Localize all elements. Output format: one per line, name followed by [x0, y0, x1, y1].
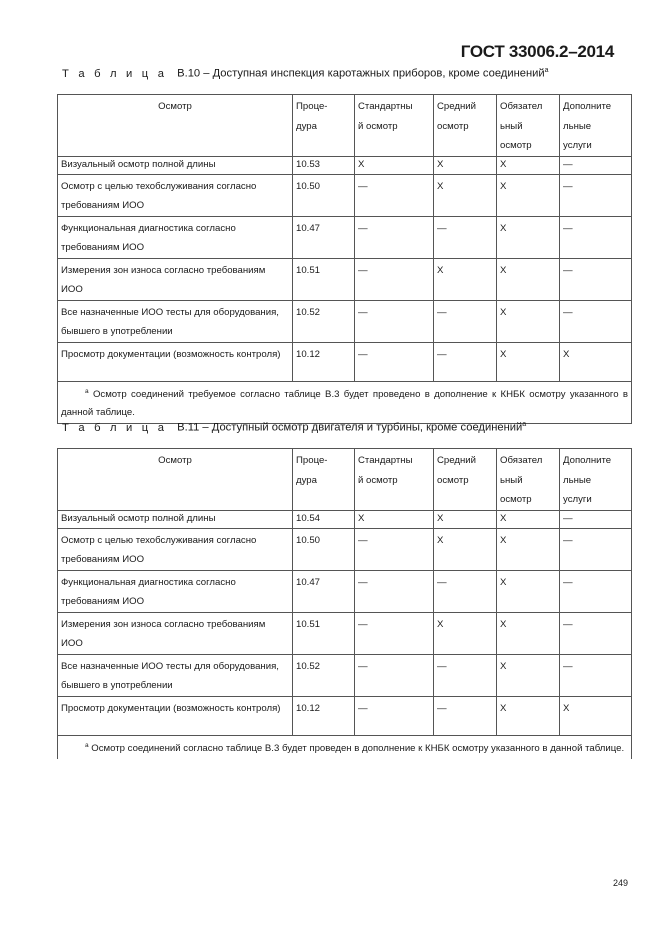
cell-procedure: 10.52: [293, 300, 355, 342]
col-header-inspection: Осмотр: [58, 449, 293, 511]
cell-additional: —: [560, 570, 632, 612]
cell-medium: X: [434, 156, 497, 174]
footnote-marker: a: [522, 421, 527, 428]
table-footnote-row: [58, 381, 632, 423]
table-title: В.11 – Доступный осмотр двигателя и турбины, кроме соединений: [177, 421, 523, 434]
cell-mandatory: X: [497, 570, 560, 612]
cell-procedure: 10.12: [293, 342, 355, 381]
cell-additional: —: [560, 528, 632, 570]
cell-procedure: 10.51: [293, 612, 355, 654]
table-footnote: $^a$ Осмотр соединений требуемое согласно таблице В.3 будет проведено в дополнение к КНБК осмотру указанного в данной таблице.: [58, 381, 632, 423]
cell-medium: X: [434, 174, 497, 216]
table-b11: [57, 448, 632, 759]
table-title: В.10 – Доступная инспекция каротажных приборов, кроме соединений: [177, 67, 545, 80]
cell-procedure: 10.47: [293, 570, 355, 612]
cell-standard: —: [355, 216, 434, 258]
col-header-mandatory: Обязател ьный осмотр: [497, 95, 560, 157]
cell-inspection: Функциональная диагностика согласно требованиям ИОО: [58, 216, 293, 258]
cell-mandatory: X: [497, 528, 560, 570]
cell-mandatory: X: [497, 696, 560, 735]
cell-mandatory: X: [497, 612, 560, 654]
cell-procedure: 10.47: [293, 216, 355, 258]
table-row: [58, 528, 632, 570]
table-row: [58, 216, 632, 258]
cell-standard: —: [355, 570, 434, 612]
cell-standard: —: [355, 342, 434, 381]
cell-procedure: 10.52: [293, 654, 355, 696]
cell-standard: —: [355, 258, 434, 300]
cell-mandatory: X: [497, 258, 560, 300]
cell-standard: X: [355, 510, 434, 528]
cell-procedure: 10.53: [293, 156, 355, 174]
table-row: [58, 258, 632, 300]
cell-mandatory: X: [497, 510, 560, 528]
col-header-inspection: Осмотр: [58, 95, 293, 157]
table-label: Т а б л и ц а: [62, 421, 168, 434]
cell-inspection: Просмотр документации (возможность контроля): [58, 696, 293, 735]
cell-mandatory: X: [497, 300, 560, 342]
cell-inspection: Измерения зон износа согласно требованиям ИОО: [58, 258, 293, 300]
cell-additional: X: [560, 342, 632, 381]
cell-medium: —: [434, 300, 497, 342]
table-b10: [57, 94, 632, 424]
col-header-medium: Средний осмотр: [434, 95, 497, 157]
cell-medium: X: [434, 510, 497, 528]
cell-additional: —: [560, 510, 632, 528]
table-header-row: [58, 449, 632, 511]
cell-inspection: Визуальный осмотр полной длины: [58, 156, 293, 174]
page-number: 249: [613, 878, 629, 888]
table-row: [58, 156, 632, 174]
cell-standard: —: [355, 300, 434, 342]
table-header-row: [58, 95, 632, 157]
col-header-mandatory: Обязател ьный осмотр: [497, 449, 560, 511]
cell-inspection: Функциональная диагностика согласно требованиям ИОО: [58, 570, 293, 612]
cell-procedure: 10.12: [293, 696, 355, 735]
cell-standard: —: [355, 612, 434, 654]
cell-standard: —: [355, 528, 434, 570]
table-label: Т а б л и ц а: [62, 67, 168, 80]
cell-medium: X: [434, 528, 497, 570]
table-row: [58, 612, 632, 654]
table-footnote-row: [58, 735, 632, 759]
table-row: [58, 342, 632, 381]
cell-additional: —: [560, 156, 632, 174]
col-header-procedure: Проце- дура: [293, 449, 355, 511]
cell-standard: X: [355, 156, 434, 174]
cell-medium: —: [434, 570, 497, 612]
cell-medium: X: [434, 612, 497, 654]
cell-mandatory: X: [497, 174, 560, 216]
cell-procedure: 10.50: [293, 528, 355, 570]
cell-additional: —: [560, 300, 632, 342]
document-code: ГОСТ 33006.2–2014: [460, 42, 614, 61]
cell-additional: —: [560, 654, 632, 696]
col-header-procedure: Проце- дура: [293, 95, 355, 157]
table-row: [58, 174, 632, 216]
cell-mandatory: X: [497, 156, 560, 174]
cell-additional: —: [560, 216, 632, 258]
table-row: [58, 510, 632, 528]
cell-inspection: Измерения зон износа согласно требованиям ИОО: [58, 612, 293, 654]
cell-procedure: 10.50: [293, 174, 355, 216]
table-row: [58, 570, 632, 612]
col-header-standard: Стандартны й осмотр: [355, 95, 434, 157]
col-header-additional: Дополните льные услуги: [560, 95, 632, 157]
cell-additional: —: [560, 612, 632, 654]
table-caption-b10: [62, 67, 549, 80]
cell-mandatory: X: [497, 216, 560, 258]
table-row: [58, 654, 632, 696]
col-header-medium: Средний осмотр: [434, 449, 497, 511]
cell-medium: —: [434, 342, 497, 381]
col-header-additional: Дополните льные услуги: [560, 449, 632, 511]
cell-mandatory: X: [497, 654, 560, 696]
cell-inspection: Осмотр с целью техобслуживания согласно требованиям ИОО: [58, 174, 293, 216]
cell-medium: —: [434, 696, 497, 735]
cell-standard: —: [355, 654, 434, 696]
cell-additional: —: [560, 174, 632, 216]
table-row: [58, 300, 632, 342]
cell-inspection: Все назначенные ИОО тесты для оборудования, бывшего в употреблении: [58, 300, 293, 342]
table-caption-b11: [62, 421, 526, 434]
cell-inspection: Все назначенные ИОО тесты для оборудования, бывшего в употреблении: [58, 654, 293, 696]
cell-inspection: Просмотр документации (возможность контроля): [58, 342, 293, 381]
cell-medium: —: [434, 216, 497, 258]
cell-standard: —: [355, 174, 434, 216]
cell-inspection: Визуальный осмотр полной длины: [58, 510, 293, 528]
cell-medium: X: [434, 258, 497, 300]
cell-additional: X: [560, 696, 632, 735]
cell-procedure: 10.51: [293, 258, 355, 300]
cell-additional: —: [560, 258, 632, 300]
cell-mandatory: X: [497, 342, 560, 381]
cell-medium: —: [434, 654, 497, 696]
col-header-standard: Стандартны й осмотр: [355, 449, 434, 511]
table-footnote: $^a$ Осмотр соединений согласно таблице В.3 будет проведен в дополнение к КНБК осмотру указанного в данной таблице.: [58, 735, 632, 759]
cell-inspection: Осмотр с целью техобслуживания согласно требованиям ИОО: [58, 528, 293, 570]
table-row: [58, 696, 632, 735]
cell-standard: —: [355, 696, 434, 735]
cell-procedure: 10.54: [293, 510, 355, 528]
footnote-marker: a: [544, 67, 549, 74]
